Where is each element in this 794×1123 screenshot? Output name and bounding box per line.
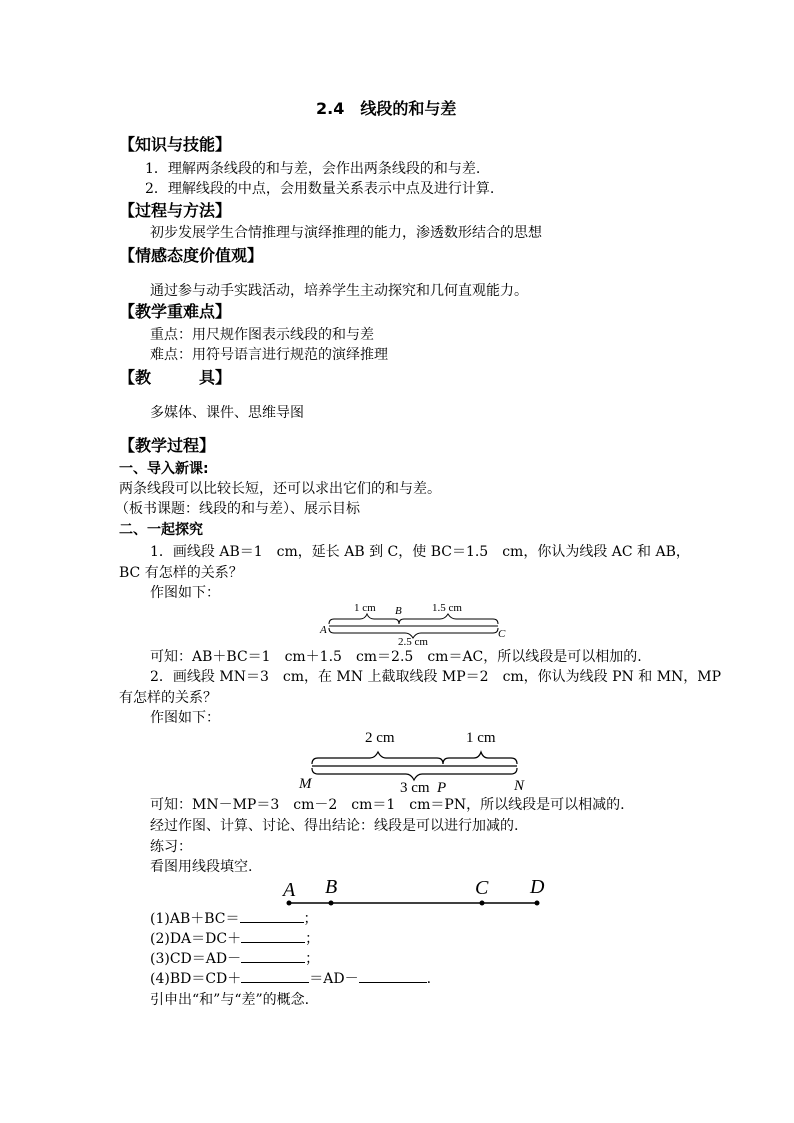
exercise-1-end: ；: [303, 911, 318, 927]
exercise-1-text: (1)AB＋BC＝: [150, 911, 240, 927]
page-title: 2.4 线段的和与差: [316, 99, 457, 118]
section2-heading: 二、一起探究: [119, 522, 203, 538]
question2-line2: 有怎样的关系？: [119, 690, 217, 706]
heading-tools: 【教 具】: [119, 368, 232, 387]
exercise-2-text: (2)DA＝DC＋: [150, 931, 242, 947]
point-a-1: A: [320, 624, 327, 636]
heading-key-points: 【教学重难点】: [119, 302, 232, 321]
exercise-3-end: ；: [305, 951, 320, 967]
answer-blank-2[interactable]: [241, 930, 305, 943]
dot-b: [329, 901, 334, 906]
exercise-3-text: (3)CD＝AD－: [150, 951, 242, 967]
point-c-3: C: [475, 877, 489, 899]
label-mn: 3 cm: [400, 780, 430, 796]
answer-blank-1[interactable]: [240, 910, 304, 923]
question1-line2: BC 有怎样的关系？: [119, 565, 243, 581]
question1-line1: 1．画线段 AB＝1 cm，延长 AB 到 C，使 BC＝1.5 cm，你认为线段 AC 和 AB，: [150, 544, 690, 560]
answer-blank-4a[interactable]: [241, 970, 309, 983]
heading-knowledge: 【知识与技能】: [119, 135, 232, 154]
point-b-3: B: [325, 876, 338, 898]
brace-mp: [312, 752, 443, 764]
point-p: P: [437, 780, 447, 796]
exercise-1: [150, 910, 318, 928]
tools-text: 多媒体、课件、思维导图: [150, 405, 304, 421]
heading-emotion: 【情感态度价值观】: [119, 246, 264, 265]
brace-ac: [329, 628, 498, 638]
label-ab: 1 cm: [354, 602, 376, 614]
section1-heading: 一、导入新课:: [119, 461, 209, 477]
label-pn: 1 cm: [466, 730, 496, 746]
heading-teaching: 【教学过程】: [119, 436, 216, 455]
point-c-1: C: [498, 628, 506, 640]
draw-label-2: 作图如下：: [150, 710, 220, 726]
section1-line1: 两条线段可以比较长短，还可以求出它们的和与差。: [119, 481, 441, 497]
section1-line2: （板书课题：线段的和与差）、展示目标: [115, 501, 360, 517]
brace-mn: [312, 768, 517, 780]
point-b-1: B: [395, 605, 402, 617]
point-m: M: [299, 776, 312, 792]
conclusion-2: 可知：MN－MP＝3 cm－2 cm＝1 cm＝PN，所以线段是可以相减的.: [150, 797, 625, 813]
point-n: N: [514, 778, 525, 794]
exercise-3: [150, 950, 319, 968]
key-point-text: 重点：用尺规作图表示线段的和与差: [150, 327, 374, 343]
point-d-3: D: [530, 876, 545, 898]
emotion-text: 通过参与动手实践活动，培养学生主动探究和几何直观能力。: [150, 283, 528, 299]
question2-line1: 2．画线段 MN＝3 cm，在 MN 上截取线段 MP＝2 cm，你认为线段 PN 和 MN，MP: [150, 669, 722, 685]
draw-label-1: 作图如下：: [150, 585, 220, 601]
heading-process: 【过程与方法】: [119, 201, 232, 220]
exercise-4-middle: ＝AD－: [309, 971, 359, 987]
closing-text: 引申出“和”与“差”的概念.: [150, 992, 310, 1008]
answer-blank-3[interactable]: [241, 950, 305, 963]
label-mp: 2 cm: [365, 730, 395, 746]
brace-pn: [443, 752, 517, 764]
exercise-2: [150, 930, 319, 948]
exercise-2-end: ；: [305, 931, 320, 947]
exercise-4-end: .: [426, 971, 432, 987]
difficulty-text: 难点：用符号语言进行规范的演绎推理: [150, 347, 388, 363]
label-bc: 1.5 cm: [432, 602, 462, 614]
conclusion-1: 可知：AB＋BC＝1 cm＋1.5 cm＝2.5 cm＝AC，所以线段是可以相加的.: [150, 649, 642, 665]
practice-label: 练习：: [150, 839, 192, 855]
knowledge-item-1: 1．理解两条线段的和与差，会作出两条线段的和与差.: [145, 161, 481, 177]
exercise-4: [150, 970, 431, 988]
knowledge-item-2: 2．理解线段的中点，会用数量关系表示中点及进行计算.: [145, 181, 495, 197]
brace-ab: [329, 614, 399, 624]
fill-instructions: 看图用线段填空.: [150, 859, 253, 875]
process-text: 初步发展学生合情推理与演绎推理的能力，渗透数形结合的思想: [150, 225, 542, 241]
brace-bc: [399, 614, 498, 624]
label-ac: 2.5 cm: [398, 636, 428, 648]
dot-c: [480, 901, 485, 906]
exercise-4-text: (4)BD＝CD＋: [150, 971, 242, 987]
dot-d: [535, 901, 540, 906]
point-a-3: A: [283, 879, 296, 901]
conclusion-3: 经过作图、计算、讨论、得出结论：线段是可以进行加减的.: [150, 818, 519, 834]
answer-blank-4b[interactable]: [359, 970, 427, 983]
dot-a: [287, 901, 292, 906]
